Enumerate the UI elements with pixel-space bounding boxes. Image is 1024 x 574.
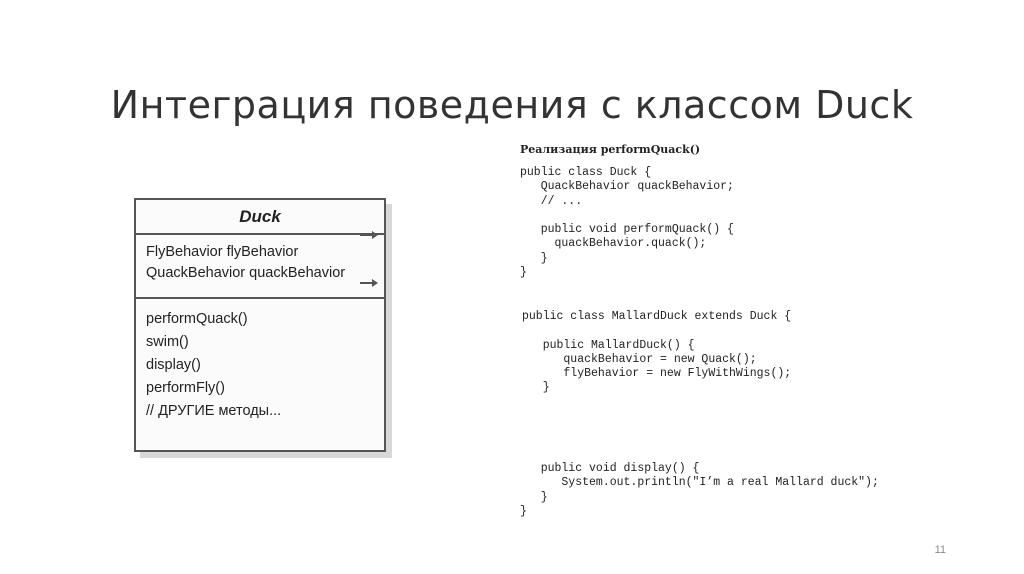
- uml-method: performFly(): [146, 380, 225, 396]
- uml-class-diagram: [134, 198, 386, 452]
- slide-title: Интеграция поведения с классом Duck: [110, 83, 914, 128]
- uml-methods-section: [136, 299, 384, 423]
- uml-method: swim(): [146, 334, 189, 350]
- uml-field: QuackBehavior quackBehavior: [146, 265, 346, 281]
- page-number: 11: [934, 544, 946, 556]
- code-caption: Реализация performQuack(): [520, 143, 701, 156]
- code-block-mallard-constructor: public class MallardDuck extends Duck { public MallardDuck() { quackBehavior = new Quack(); flyBehavior = new FlyWithWings(); }: [522, 310, 792, 395]
- association-arrow-icon: [360, 234, 376, 236]
- code-block-duck: public class Duck { QuackBehavior quackBehavior; // ... public void performQuack() { quackBehavior.quack(); } }: [520, 166, 734, 280]
- uml-fields-section: [136, 235, 384, 299]
- uml-method: performQuack(): [146, 311, 248, 327]
- uml-class-name: Duck: [136, 200, 384, 235]
- uml-method: // ДРУГИЕ методы...: [146, 403, 282, 419]
- code-block-display: public void display() { System.out.println("I’m a real Mallard duck"); } }: [520, 462, 879, 518]
- uml-field: FlyBehavior flyBehavior: [146, 244, 299, 260]
- uml-method: display(): [146, 357, 201, 373]
- association-arrow-icon: [360, 282, 376, 284]
